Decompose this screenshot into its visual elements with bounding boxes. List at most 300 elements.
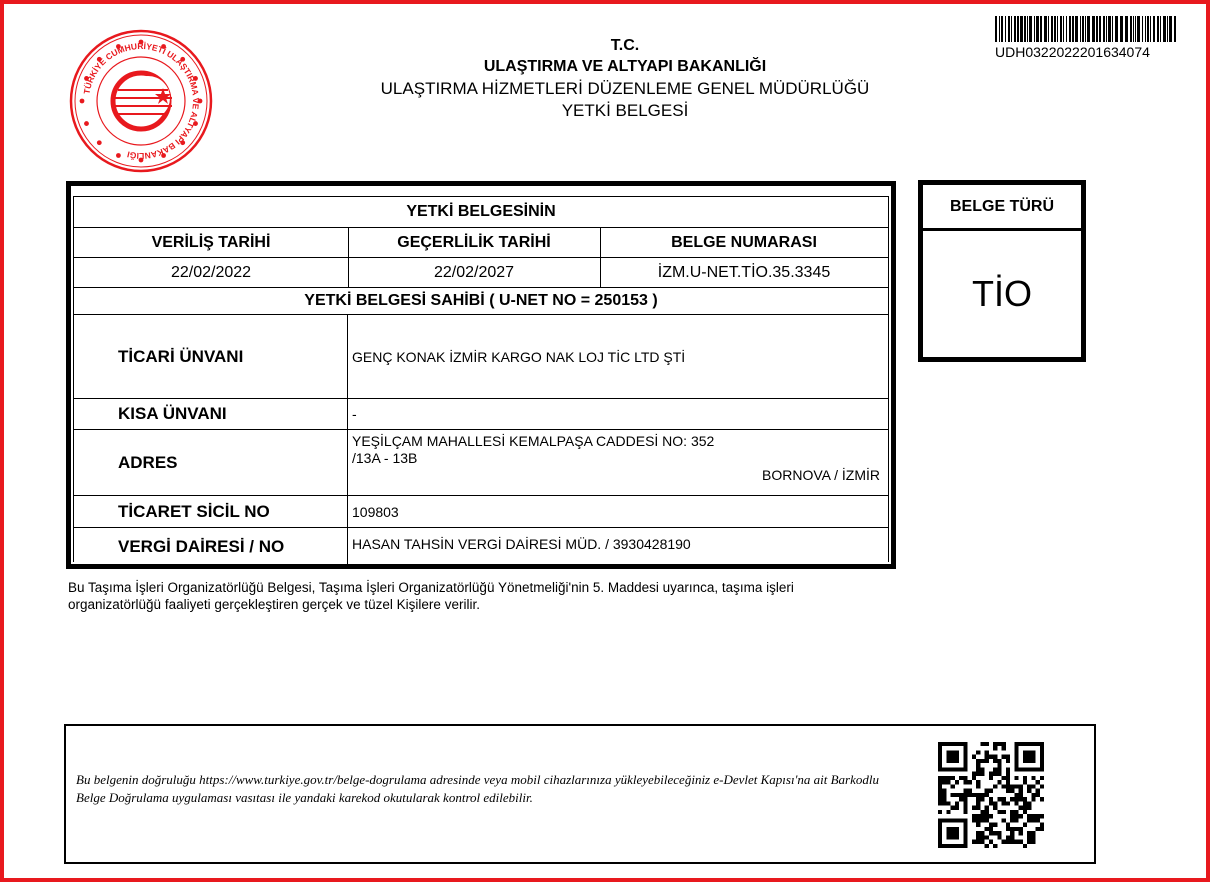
barcode-bar (1163, 16, 1166, 42)
qr-module (976, 784, 980, 788)
qr-module (1031, 797, 1035, 801)
qr-module (997, 810, 1001, 814)
barcode-bar (1011, 16, 1012, 42)
qr-module (1031, 835, 1035, 839)
qr-module (955, 780, 959, 784)
seal-ring-text: TÜRKİYE CUMHURİYETİ ULAŞTIRMA VE ALTYAPI BAKANLIĞI (81, 40, 202, 162)
qr-module (1036, 814, 1040, 818)
qr-module (1014, 793, 1018, 797)
header-tc: T.C. (610, 37, 640, 54)
qr-module (1006, 823, 1010, 827)
barcode-bar (1072, 16, 1074, 42)
barcode-bar (1115, 16, 1118, 42)
qr-module (955, 806, 959, 810)
qr-module (1031, 784, 1035, 788)
qr-module (942, 789, 946, 793)
qr-module (1040, 827, 1044, 831)
barcode-bar (1160, 16, 1161, 42)
document-type-label: BELGE TÜRÜ (923, 185, 1081, 231)
barcode-bar (1017, 16, 1019, 42)
qr-module (1010, 827, 1014, 831)
qr-module (1014, 814, 1018, 818)
qr-module (980, 767, 984, 771)
validity-date: 22/02/2027 (433, 263, 515, 281)
barcode-bar (1169, 16, 1172, 42)
qr-module (989, 831, 993, 835)
barcode-bar (1108, 16, 1111, 42)
qr-module (1006, 835, 1010, 839)
qr-module (997, 797, 1001, 801)
qr-module (985, 793, 989, 797)
qr-module (985, 755, 989, 759)
barcode-bar (999, 16, 1000, 42)
qr-module (1006, 772, 1010, 776)
barcode-bar (1092, 16, 1095, 42)
barcode-bar (1051, 16, 1053, 42)
qr-module (1023, 797, 1027, 801)
qr-module (1036, 827, 1040, 831)
qr-module (1027, 835, 1031, 839)
address-line-1: YEŞİLÇAM MAHALLESİ KEMALPAŞA CADDESİ NO: 352 (352, 433, 715, 449)
address-line-2: /13A - 13B (352, 450, 418, 466)
qr-module (993, 772, 997, 776)
qr-module (997, 835, 1001, 839)
qr-module (972, 776, 976, 780)
qr-module (985, 742, 989, 746)
qr-module (1002, 742, 1006, 746)
qr-module (1031, 831, 1035, 835)
barcode-bar (1029, 16, 1032, 42)
qr-module (1002, 784, 1006, 788)
number-label: BELGE NUMARASI (671, 233, 817, 251)
qr-module (993, 784, 997, 788)
certificate-table (66, 181, 896, 569)
qr-module (976, 831, 980, 835)
qr-module (1036, 793, 1040, 797)
qr-module (985, 750, 989, 754)
qr-module (1019, 814, 1023, 818)
qr-module (942, 776, 946, 780)
qr-module (1019, 784, 1023, 788)
qr-module (1031, 818, 1035, 822)
validity-date-label: GEÇERLİLİK TARİHİ (397, 233, 551, 251)
qr-module (1010, 840, 1014, 844)
qr-module (1014, 810, 1018, 814)
qr-module (1023, 806, 1027, 810)
qr-module (976, 793, 980, 797)
qr-module (997, 759, 1001, 763)
qr-module (1031, 793, 1035, 797)
barcode-bar (1106, 16, 1107, 42)
qr-module (985, 810, 989, 814)
qr-module (942, 780, 946, 784)
qr-module (989, 827, 993, 831)
barcode-bar (1096, 16, 1098, 42)
qr-module (1010, 797, 1014, 801)
registry-label: TİCARET SİCİL NO (118, 501, 270, 521)
qr-module (985, 844, 989, 848)
qr-module (989, 840, 993, 844)
document-type-box (918, 180, 1086, 362)
qr-module (997, 772, 1001, 776)
qr-module (946, 776, 950, 780)
qr-module (951, 784, 955, 788)
qr-module (1023, 823, 1027, 827)
qr-module (938, 797, 942, 801)
qr-module (1027, 818, 1031, 822)
qr-module (1023, 780, 1027, 784)
qr-module (976, 818, 980, 822)
qr-module (989, 797, 993, 801)
address-label: ADRES (118, 452, 178, 472)
qr-module (980, 831, 984, 835)
qr-module (968, 793, 972, 797)
qr-module (1019, 827, 1023, 831)
qr-finder (946, 827, 959, 840)
qr-module (1002, 797, 1006, 801)
qr-module (938, 810, 942, 814)
verification-box (64, 724, 1096, 864)
barcode-bar (1027, 16, 1028, 42)
qr-module (985, 789, 989, 793)
qr-module (1006, 784, 1010, 788)
barcode-number: UDH0322022201634074 (995, 44, 1150, 60)
qr-module (1006, 789, 1010, 793)
qr-module (980, 793, 984, 797)
header-document-name: YETKİ BELGESİ (561, 101, 689, 120)
qr-module (938, 776, 942, 780)
qr-module (968, 789, 972, 793)
qr-module (1036, 780, 1040, 784)
document-header (340, 36, 910, 122)
qr-module (1002, 818, 1006, 822)
qr-module (1002, 746, 1006, 750)
qr-module (938, 784, 942, 788)
certificate-number: İZM.U-NET.TİO.35.3345 (657, 263, 831, 281)
qr-module (963, 793, 967, 797)
qr-module (1014, 784, 1018, 788)
qr-module (997, 763, 1001, 767)
qr-module (1010, 835, 1014, 839)
qr-module (1014, 818, 1018, 822)
qr-module (1040, 823, 1044, 827)
qr-module (1010, 784, 1014, 788)
qr-module (1010, 818, 1014, 822)
qr-module (993, 755, 997, 759)
qr-module (1040, 797, 1044, 801)
qr-module (976, 767, 980, 771)
qr-module (942, 801, 946, 805)
trade-name-label: TİCARİ ÜNVANI (118, 346, 244, 366)
barcode-bar (1008, 16, 1010, 42)
qr-module (1023, 776, 1027, 780)
tax-label: VERGİ DAİRESİ / NO (118, 537, 285, 556)
qr-module (1010, 831, 1014, 835)
qr-module (1040, 814, 1044, 818)
barcode-bar (1057, 16, 1058, 42)
barcode-bar (1044, 16, 1047, 42)
barcode-bar (1112, 16, 1113, 42)
qr-module (1014, 827, 1018, 831)
qr-module (997, 742, 1001, 746)
qr-module (980, 772, 984, 776)
barcode-bar (1020, 16, 1023, 42)
holder-title: YETKİ BELGESİ SAHİBİ ( U-NET NO = 250153 ) (304, 292, 658, 309)
barcode-bar (1085, 16, 1086, 42)
qr-module (993, 844, 997, 848)
qr-module (1006, 827, 1010, 831)
barcode-bar (1005, 16, 1006, 42)
qr-module (989, 801, 993, 805)
qr-code (938, 742, 1044, 848)
qr-module (980, 759, 984, 763)
qr-module (1002, 776, 1006, 780)
qr-module (972, 814, 976, 818)
barcode (995, 16, 1180, 42)
qr-module (968, 780, 972, 784)
qr-module (1019, 789, 1023, 793)
barcode-bar (1040, 16, 1042, 42)
qr-module (993, 831, 997, 835)
qr-module (955, 793, 959, 797)
qr-module (972, 793, 976, 797)
seal-star (97, 140, 102, 145)
barcode-bar (1133, 16, 1134, 42)
qr-module (985, 759, 989, 763)
qr-module (985, 814, 989, 818)
qr-module (1027, 814, 1031, 818)
barcode-bar (1036, 16, 1039, 42)
barcode-bar (1150, 16, 1151, 42)
barcode-bar (1063, 16, 1064, 42)
qr-module (1006, 780, 1010, 784)
qr-module (1006, 767, 1010, 771)
qr-module (1006, 776, 1010, 780)
barcode-bar (1103, 16, 1105, 42)
barcode-bar (1066, 16, 1067, 42)
qr-module (1014, 840, 1018, 844)
qr-module (985, 806, 989, 810)
seal-star (116, 153, 121, 158)
barcode-bar (1137, 16, 1140, 42)
qr-module (959, 797, 963, 801)
qr-module (976, 763, 980, 767)
qr-module (976, 801, 980, 805)
qr-module (1014, 776, 1018, 780)
seal-star (80, 99, 85, 104)
qr-module (976, 840, 980, 844)
qr-module (938, 801, 942, 805)
qr-module (985, 818, 989, 822)
barcode-bar (1157, 16, 1159, 42)
address-city: BORNOVA / İZMİR (762, 467, 880, 483)
qr-module (976, 780, 980, 784)
qr-module (1014, 797, 1018, 801)
barcode-bar (1069, 16, 1071, 42)
qr-module (1014, 801, 1018, 805)
qr-module (951, 776, 955, 780)
qr-module (963, 797, 967, 801)
qr-module (980, 810, 984, 814)
qr-module (1010, 789, 1014, 793)
qr-module (942, 793, 946, 797)
barcode-bar (1130, 16, 1132, 42)
barcode-bar (1054, 16, 1056, 42)
trade-name: GENÇ KONAK İZMİR KARGO NAK LOJ TİC LTD ŞTİ (352, 348, 686, 365)
barcode-bar (1174, 16, 1176, 42)
qr-module (993, 823, 997, 827)
barcode-bar (1145, 16, 1146, 42)
qr-module (980, 835, 984, 839)
qr-module (989, 772, 993, 776)
barcode-bar (1048, 16, 1049, 42)
qr-module (989, 789, 993, 793)
qr-module (1019, 831, 1023, 835)
qr-module (1010, 814, 1014, 818)
qr-module (938, 793, 942, 797)
qr-module (1002, 840, 1006, 844)
barcode-bar (1153, 16, 1155, 42)
qr-module (946, 810, 950, 814)
qr-module (980, 818, 984, 822)
section-title: YETKİ BELGESİNİN (406, 203, 556, 220)
qr-module (1023, 801, 1027, 805)
qr-finder (946, 750, 959, 763)
qr-module (985, 835, 989, 839)
issue-date-label: VERİLİŞ TARİHİ (151, 233, 271, 251)
barcode-bar (1147, 16, 1149, 42)
qr-module (976, 772, 980, 776)
barcode-bar (1034, 16, 1035, 42)
qr-module (959, 776, 963, 780)
qr-module (1027, 789, 1031, 793)
qr-module (972, 772, 976, 776)
barcode-bar (1167, 16, 1168, 42)
barcode-bar (1099, 16, 1101, 42)
header-directorate: ULAŞTIRMA HİZMETLERİ DÜZENLEME GENEL MÜDÜRLÜĞÜ (380, 79, 870, 98)
qr-module (1019, 793, 1023, 797)
tax-value: HASAN TAHSİN VERGİ DAİRESİ MÜD. / 3930428190 (352, 536, 691, 552)
qr-module (1002, 801, 1006, 805)
short-name: - (352, 406, 357, 422)
qr-module (1027, 840, 1031, 844)
qr-module (989, 814, 993, 818)
qr-module (993, 759, 997, 763)
qr-module (985, 827, 989, 831)
qr-module (963, 806, 967, 810)
qr-module (955, 801, 959, 805)
qr-module (1019, 797, 1023, 801)
short-name-label: KISA ÜNVANI (118, 404, 227, 423)
qr-module (951, 806, 955, 810)
qr-module (980, 814, 984, 818)
barcode-bar (1080, 16, 1081, 42)
qr-module (963, 801, 967, 805)
qr-module (993, 742, 997, 746)
qr-module (1023, 810, 1027, 814)
ministry-seal (68, 28, 214, 174)
qr-module (993, 806, 997, 810)
qr-module (963, 776, 967, 780)
barcode-bar (1060, 16, 1062, 42)
qr-module (993, 767, 997, 771)
registry-number: 109803 (352, 503, 399, 520)
qr-module (1006, 759, 1010, 763)
qr-module (1006, 801, 1010, 805)
barcode-bar (1120, 16, 1123, 42)
qr-module (1031, 776, 1035, 780)
qr-module (976, 806, 980, 810)
qr-module (963, 780, 967, 784)
qr-module (938, 780, 942, 784)
qr-module (946, 780, 950, 784)
qr-module (1019, 840, 1023, 844)
qr-module (980, 840, 984, 844)
barcode-bar (1135, 16, 1136, 42)
qr-module (972, 806, 976, 810)
qr-module (1027, 806, 1031, 810)
barcode-bar (1075, 16, 1078, 42)
qr-module (942, 797, 946, 801)
qr-module (1040, 776, 1044, 780)
qr-module (989, 755, 993, 759)
qr-module (1027, 784, 1031, 788)
qr-module (980, 797, 984, 801)
qr-module (972, 818, 976, 822)
barcode-bar (1125, 16, 1128, 42)
qr-module (997, 831, 1001, 835)
barcode-bar (1087, 16, 1090, 42)
qr-module (946, 801, 950, 805)
qr-module (1002, 755, 1006, 759)
qr-module (993, 801, 997, 805)
qr-module (951, 793, 955, 797)
qr-module (972, 755, 976, 759)
qr-module (972, 840, 976, 844)
qr-module (963, 810, 967, 814)
qr-module (997, 780, 1001, 784)
qr-module (997, 767, 1001, 771)
qr-module (1002, 810, 1006, 814)
barcode-bar (995, 16, 997, 42)
barcode-bar (1082, 16, 1084, 42)
qr-module (1036, 818, 1040, 822)
qr-module (976, 750, 980, 754)
qr-module (976, 814, 980, 818)
legal-note: Bu Taşıma İşleri Organizatörlüğü Belgesi, Taşıma İşleri Organizatörlüğü Yönetmeliği'nin 5. Maddesi uyarınca, taşıma işleri organizatörlüğü faaliyeti gerçekleştiren gerçek ve tüzel Kişilere verilir. (68, 580, 794, 612)
qr-module (938, 789, 942, 793)
qr-module (989, 823, 993, 827)
qr-finder (1023, 750, 1036, 763)
document-type-value: TİO (972, 273, 1032, 314)
qr-module (976, 797, 980, 801)
qr-module (1006, 840, 1010, 844)
qr-module (976, 759, 980, 763)
qr-module (1006, 755, 1010, 759)
qr-module (980, 742, 984, 746)
qr-module (1040, 784, 1044, 788)
qr-module (1031, 814, 1035, 818)
issue-date: 22/02/2022 (170, 263, 252, 281)
qr-module (976, 823, 980, 827)
qr-module (1010, 810, 1014, 814)
barcode-bar (1142, 16, 1143, 42)
qr-module (976, 835, 980, 839)
header-ministry: ULAŞTIRMA VE ALTYAPI BAKANLIĞI (483, 58, 767, 75)
qr-module (1027, 831, 1031, 835)
qr-module (1023, 844, 1027, 848)
qr-module (959, 793, 963, 797)
